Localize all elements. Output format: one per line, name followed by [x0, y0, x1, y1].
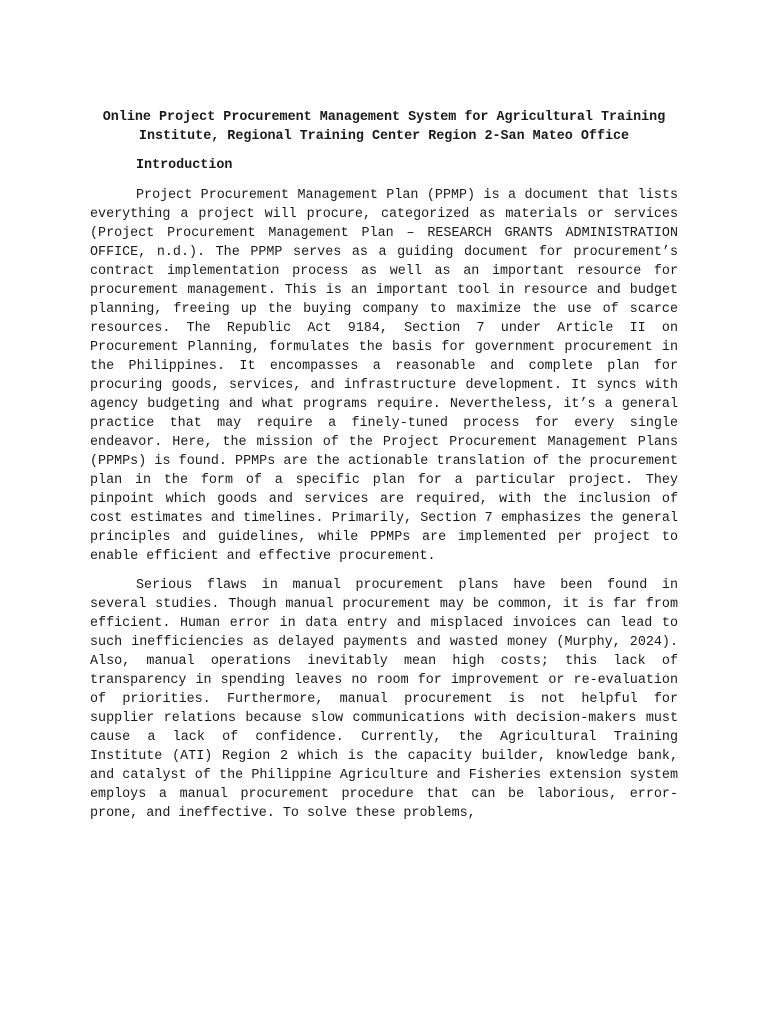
body-paragraph: Project Procurement Management Plan (PPMP) is a document that lists everything a project will procure, categorized as materials or services (Project Procurement Management Plan – RESEARCH GRANTS ADMINISTRATION OFFICE, n.d.). The PPMP serves as a guiding document for procurement’s contract implementation process as well as an important resource for procurement management. This is an important tool in resource and budget planning, freeing up the buying company to maximize the use of scarce resources. The Republic Act 9184, Section 7 under Article II on Procurement Planning, formulates the basis for government procurement in the Philippines. It encompasses a reasonable and complete plan for procuring goods, services, and infrastructure development. It syncs with agency budgeting and what programs require. Nevertheless, it’s a general practice that may require a finely-tuned process for every single endeavor. Here, the mission of the Project Procurement Management Plans (PPMPs) is found. PPMPs are the actionable translation of the procurement plan in the form of a specific plan for a particular project. They pinpoint which goods and services are required, with the inclusion of cost estimates and timelines. Primarily, Section 7 emphasizes the general principles and guidelines, while PPMPs are implemented per project to enable efficient and effective procurement.: [90, 188, 678, 564]
document-page: [90, 108, 678, 833]
section-heading: Introduction: [136, 158, 233, 173]
document-title: Online Project Procurement Management System for Agricultural Training Institute, Regional Training Center Region 2-San Mateo Office: [102, 110, 666, 144]
body-paragraph: Serious flaws in manual procurement plans have been found in several studies. Though manual procurement may be common, it is far from efficient. Human error in data entry and misplaced invoices can lead to such inefficiencies as delayed payments and wasted money (Murphy, 2024). Also, manual operations inevitably mean high costs; this lack of transparency in spending leaves no room for improvement or re-evaluation of priorities. Furthermore, manual procurement is not helpful for supplier relations because slow communications with decision-makers must cause a lack of confidence. Currently, the Agricultural Training Institute (ATI) Region 2 which is the capacity builder, knowledge bank, and catalyst of the Philippine Agriculture and Fisheries extension system employs a manual procurement procedure that can be laborious, error-prone, and ineffective. To solve these problems,: [90, 578, 678, 821]
